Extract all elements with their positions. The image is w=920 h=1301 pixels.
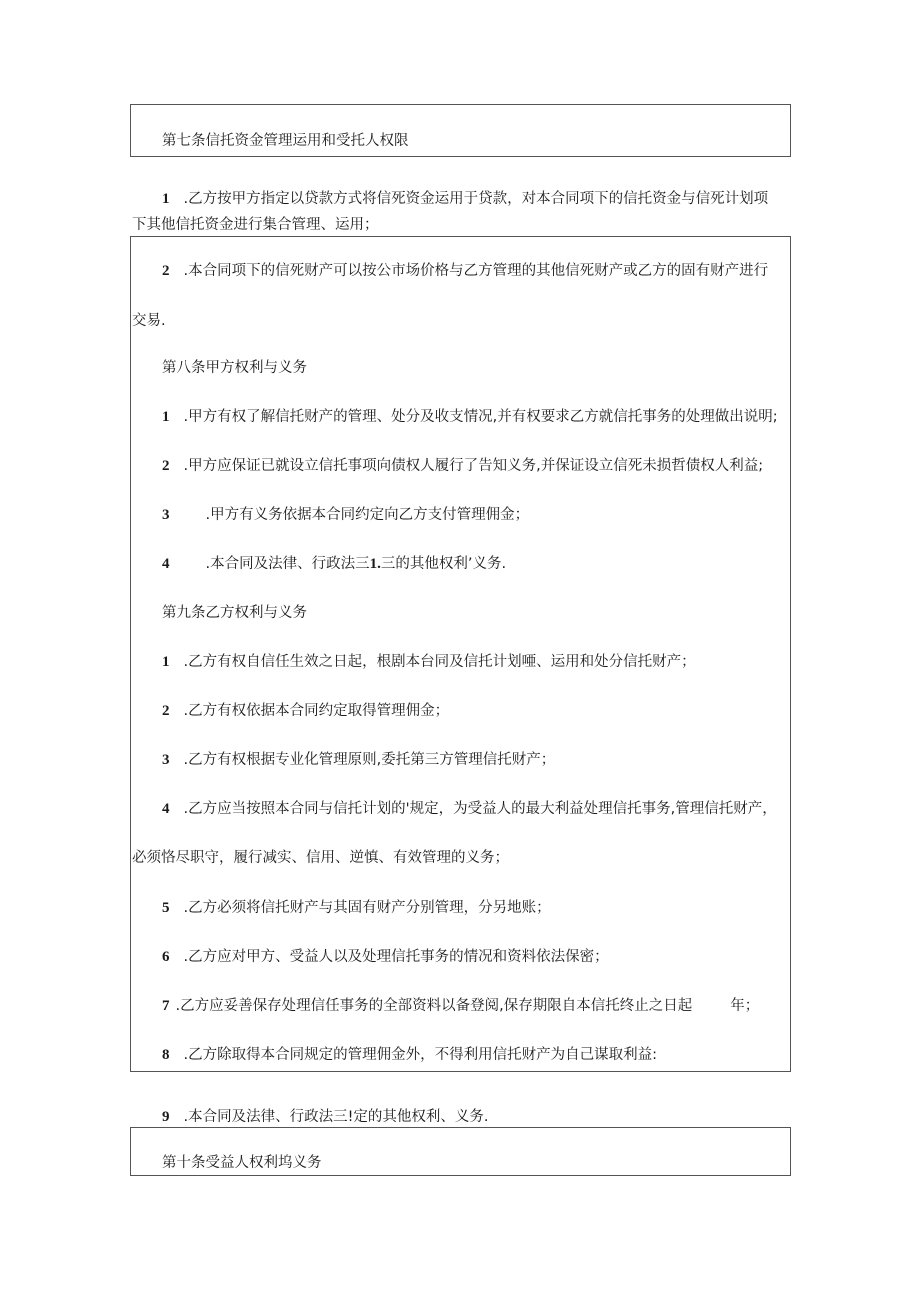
clause-8-2	[162, 456, 763, 476]
clause-9-5	[162, 898, 551, 918]
clause-number: 7	[162, 998, 170, 1014]
clause-9-8	[162, 1045, 657, 1065]
clause-text: .本合同及法律、行政法三	[205, 556, 370, 572]
section-7-heading: 第七条信托资金管理运用和受托人权限	[162, 133, 409, 149]
clause-text: .乙方有权根据专业化管理原则,委托第三方管理信托财产；	[183, 752, 556, 768]
section-10-heading: 第十条受益人权利坞义务	[162, 1155, 322, 1171]
clause-number: 3	[162, 752, 170, 768]
clause-8-4	[162, 554, 506, 574]
clause-number: 5	[162, 900, 170, 916]
clause-number: 4	[162, 556, 170, 572]
clause-7-2-continuation: 交易.	[132, 313, 166, 329]
clause-text: 三的其他权利’义务.	[380, 556, 507, 572]
clause-text: .甲方有权了解信托财产的管理、处分及收支情况,并有权要求乙方就信托事务的处理做出说明;	[183, 409, 778, 425]
section-8-heading: 第八条甲方权利与义务	[162, 360, 307, 376]
clause-9-2	[162, 701, 449, 721]
clause-9-1	[162, 652, 696, 672]
clause-number: 3	[162, 507, 170, 523]
clause-text-tail: 年；	[730, 998, 760, 1014]
clause-9-3	[162, 750, 555, 770]
clause-number: 2	[162, 703, 170, 719]
clause-number: 1	[162, 654, 170, 670]
clause-9-4-continuation: 必须恪尽职守，履行减实、信用、逆慎、有效管理的义务；	[132, 850, 509, 866]
clause-8-1	[162, 407, 778, 427]
clause-7-1-continuation: 下其他信托资金进行集合管理、运用；	[132, 217, 379, 233]
clause-text: .甲方有义务依据本合同约定向乙方支付管理佣金；	[205, 507, 530, 523]
clause-text: .乙方除取得本合同规定的管理佣金外，不得利用信托财产为自己谋取利益:	[183, 1047, 657, 1063]
clause-number: 2	[162, 458, 170, 474]
clause-text: .乙方有权自信任生效之日起，根剧本台同及信托计划唖、运用和处分信托财产；	[183, 654, 696, 670]
clause-8-3	[162, 505, 529, 525]
clause-7-1	[162, 189, 768, 209]
clause-7-2	[162, 261, 768, 281]
clause-text: .乙方有权依据本合同约定取得管理佣金；	[183, 703, 450, 719]
clause-9-7	[162, 996, 759, 1016]
clause-number: 6	[162, 949, 170, 965]
clause-number: 1	[162, 409, 170, 425]
clause-text: .乙方应对甲方、受益人以及处理信托事务的情况和资料依法保密；	[183, 949, 609, 965]
clause-text: .本合同及法律、行政法三!定的其他权利、义务.	[183, 1109, 489, 1125]
clause-9-9	[162, 1107, 489, 1127]
clause-text: .甲方应保证已就设立信托事项向债权人履行了告知义务,并保证设立信死未损哲债权人利益;	[183, 458, 764, 474]
clause-9-4	[162, 799, 777, 819]
clause-number: 9	[162, 1109, 170, 1125]
clause-number: 4	[162, 801, 170, 817]
clause-number: 8	[162, 1047, 170, 1063]
clause-text: .乙方应妥善保存处理信任事务的全部资料以备登阅,保存期限自本信托终止之日起	[175, 998, 693, 1014]
clause-text: .乙方应当按照本合同与信托计划的'规定，为受益人的最大利益处理信托事务,管理信托财产，	[183, 801, 777, 817]
clause-text: .乙方按甲方指定以贷款方式将信死资金运用于贷款，对本合同项下的信托资金与信死计划项	[183, 191, 769, 207]
clause-number: 2	[162, 263, 170, 279]
clause-text: .乙方必须将信托财产与其固有财产分别管理，分另地账；	[183, 900, 551, 916]
clause-text-bold: 1.	[369, 556, 381, 572]
section-9-heading: 第九条乙方权利与义务	[162, 605, 307, 621]
clause-number: 1	[162, 191, 170, 207]
clause-text: .本合同项下的信死财产可以按公市场价格与乙方管理的其他信死财产或乙方的固有财产进行	[183, 263, 769, 279]
clause-9-6	[162, 947, 609, 967]
